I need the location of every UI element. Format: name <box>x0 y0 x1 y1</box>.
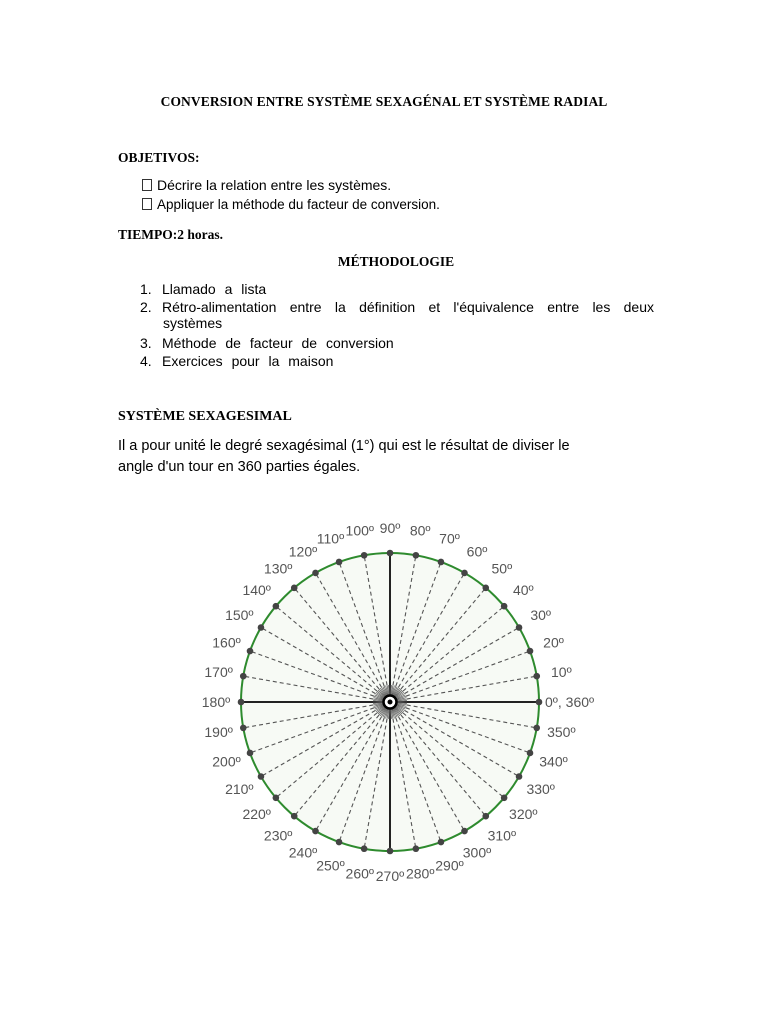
list-number: 1. <box>140 281 152 297</box>
degree-marker-dot <box>273 603 280 610</box>
degree-label: 210º <box>225 781 254 797</box>
degree-marker-dot <box>240 725 247 732</box>
degree-label: 80º <box>409 522 431 539</box>
degree-marker-dot <box>312 570 319 577</box>
degree-label: 280º <box>405 865 435 882</box>
list-number: 2. <box>140 299 152 315</box>
degree-label: 40º <box>512 582 534 599</box>
list-text: Rétro-alimentation entre la définition et l'équivalence entre les deux <box>162 299 654 315</box>
degree-label: 190º <box>204 724 233 741</box>
degree-marker-dot <box>461 828 468 835</box>
degree-label: 330º <box>526 781 555 797</box>
degree-marker-dot <box>312 828 319 835</box>
degree-marker-dot <box>336 559 343 566</box>
list-text: Llamado a lista <box>162 281 267 297</box>
objective-item-text: Décrire la relation entre les systèmes. <box>157 177 392 193</box>
degree-marker-dot <box>413 552 420 559</box>
degree-marker-dot <box>361 845 368 852</box>
list-text: Méthode de facteur de conversion <box>162 335 394 351</box>
methodology-heading: MÉTHODOLOGIE <box>337 254 455 269</box>
list-number: 3. <box>140 335 152 351</box>
objective-item <box>142 177 391 193</box>
list-text: Exercices pour la maison <box>162 353 334 369</box>
methodology-item <box>140 299 654 331</box>
degree-marker-dot <box>258 624 265 631</box>
degree-label: 130º <box>263 560 293 577</box>
degree-marker-dot <box>533 725 540 732</box>
degree-label: 250º <box>316 857 345 874</box>
degree-label: 340º <box>539 753 568 770</box>
degree-label: 10º <box>551 663 572 680</box>
degree-marker-dot <box>533 673 540 680</box>
degree-marker-dot <box>361 552 368 559</box>
degree-label: 240º <box>288 844 318 861</box>
degree-circle-diagram <box>0 520 768 890</box>
checkbox-icon <box>142 179 152 191</box>
degree-marker-dot <box>516 624 523 631</box>
degree-label: 260º <box>345 865 375 882</box>
degree-marker-dot <box>238 699 245 706</box>
objectives-heading: OBJETIVOS: <box>118 150 200 165</box>
degree-marker-dot <box>482 813 489 820</box>
degree-label: 160º <box>212 634 241 651</box>
degree-label: 300º <box>462 844 492 861</box>
methodology-item <box>140 281 654 297</box>
degree-marker-dot <box>501 794 508 801</box>
degree-label: 150º <box>225 607 254 623</box>
degree-label: 200º <box>212 753 241 770</box>
objective-item <box>142 197 440 212</box>
degree-label: 60º <box>466 543 488 560</box>
degree-label: 70º <box>439 530 460 547</box>
degree-label: 320º <box>509 805 538 822</box>
paragraph-line: Il a pour unité le degré sexagésimal (1°) qui est le résultat de diviser le <box>118 438 570 454</box>
section-heading: SYSTÈME SEXAGESIMAL <box>118 409 292 424</box>
degree-label: 350º <box>547 724 576 741</box>
degree-marker-dot <box>247 648 254 655</box>
list-number: 4. <box>140 353 152 369</box>
degree-marker-dot <box>501 603 508 610</box>
degree-label: 290º <box>435 857 464 874</box>
time-label: TIEMPO:2 horas. <box>118 227 224 242</box>
degree-marker-dot <box>291 813 298 820</box>
degree-marker-dot <box>438 839 445 846</box>
degree-marker-dot <box>516 773 523 780</box>
degree-label: 220º <box>242 805 271 822</box>
degree-marker-dot <box>258 773 265 780</box>
degree-marker-dot <box>482 585 489 592</box>
degree-marker-dot <box>527 648 534 655</box>
center-dot <box>388 700 393 705</box>
degree-marker-dot <box>336 839 343 846</box>
list-text-continued: systèmes <box>163 315 223 331</box>
degree-marker-dot <box>247 750 254 757</box>
center-point <box>373 685 407 719</box>
degree-label: 270º <box>375 868 405 884</box>
degree-marker-dot <box>387 550 394 557</box>
degree-label: 120º <box>288 543 318 560</box>
degree-marker-dot <box>527 750 534 757</box>
degree-marker-dot <box>291 585 298 592</box>
degree-marker-dot <box>240 673 247 680</box>
degree-marker-dot <box>461 570 468 577</box>
degree-label: 110º <box>316 530 345 547</box>
paragraph-line: angle d'un tour en 360 parties égales. <box>118 459 361 475</box>
degree-label: 20º <box>543 634 564 651</box>
objective-item-text: Appliquer la méthode du facteur de conversion. <box>157 197 440 212</box>
degree-label: 90º <box>379 520 401 536</box>
degree-label: 180º <box>201 694 231 710</box>
degree-label: 100º <box>345 522 375 539</box>
degree-label: 140º <box>242 582 271 599</box>
degree-marker-dot <box>387 848 394 855</box>
degree-label: 30º <box>530 607 552 623</box>
methodology-item <box>140 335 654 351</box>
degree-marker-dot <box>438 559 445 566</box>
degree-marker-dot <box>413 845 420 852</box>
degree-label: 310º <box>487 827 517 844</box>
degree-marker-dot <box>273 794 280 801</box>
degree-label: 170º <box>204 663 233 680</box>
section-paragraph <box>118 436 618 478</box>
checkbox-icon <box>142 198 152 210</box>
degree-label: 0º, 360º <box>545 694 595 710</box>
degree-marker-dot <box>536 699 543 706</box>
methodology-item <box>140 353 654 369</box>
page-title: CONVERSION ENTRE SYSTÈME SEXAGÉNAL ET SYSTÈME RADIAL <box>160 94 608 109</box>
degree-label: 50º <box>491 560 513 577</box>
degree-label: 230º <box>263 827 293 844</box>
